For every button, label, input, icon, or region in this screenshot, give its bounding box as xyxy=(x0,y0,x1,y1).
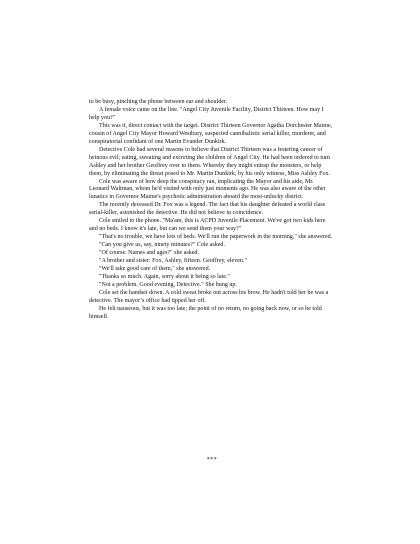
paragraph: Cole set the handset down. A cold sweat broke out across his brow. He hadn't told her he was a detective. The mayor’s office had tipped her off. xyxy=(89,289,329,304)
paragraph: "Of course. Names and ages?" she asked. xyxy=(99,250,199,257)
paragraph: "Not a problem. Good evening, Detective." She hung up. xyxy=(99,281,237,288)
paragraph: "Thanks so much. Again, sorry about it being so late." xyxy=(99,273,230,280)
paragraph: Cole was aware of how deep the conspiracy ran, implicating the Mayor and his aide, Mr. Leonard Waltman, whom he'd visited with only just moments ago. He was also aware of the other lunatics in Governor Maime's psychotic administration aboard the most-unlucky district. xyxy=(89,178,326,201)
paragraph: This was it, direct contact with the target. District Thirteen Governor Agatha Dorchester Maime, cousin of Angel City Mayor Howard Westbury, suspected cannibalistic serial killer, murderer, and conspiratorial confidant of one Martin Evander Dunkirk. xyxy=(89,122,333,145)
paragraph: A female voice came on the line. "Angel City Juvenile Facility, District Thirteen. How may I help you?" xyxy=(89,106,324,121)
paragraph: "Can you give us, say, ninety minutes?" Cole asked. xyxy=(99,242,225,249)
paragraph: Cole smiled to the phone. "Ma'am, this is ACPD Juvenile Placement. We've got two kids here and no beds. I know it's late, but can we send them your way?" xyxy=(89,218,326,233)
paragraph: He felt nauseous, but it was too late; the point of no return, no going back now, or so he told himself. xyxy=(89,305,322,320)
body-text xyxy=(89,99,335,322)
paragraph: "We'll take good care of them," she answered. xyxy=(99,266,211,273)
paragraph: "That's no trouble, we have lots of beds. We'll run the paperwork in the morning," she answered. xyxy=(99,234,333,241)
scene-break: *** xyxy=(206,457,218,463)
paragraph: "A brother and sister: Fox, Ashley, fifteen. Geoffrey, eleven." xyxy=(99,258,247,265)
paragraph: The recently deceased Dr. Fox was a legend. The fact that his daughter defeated a world class serial-killer, astonished the detective. He did not believe in coincidence. xyxy=(89,202,326,217)
paragraph: to be busy, pinching the phone between ear and shoulder. xyxy=(89,99,228,105)
paragraph: Detective Cole had several reasons to believe that District Thirteen was a festering cancer of heinous evil; eating, sweating and excreting the children of Angel City. He had been ordered to turn Ashley and her brother Geoffrey over to them. Whereby they might entrap the monsters, or help them, by eliminating the threat posed to Mr. Martin Dunkirk, by his only witness, Miss Ashley Fox. xyxy=(89,146,331,177)
